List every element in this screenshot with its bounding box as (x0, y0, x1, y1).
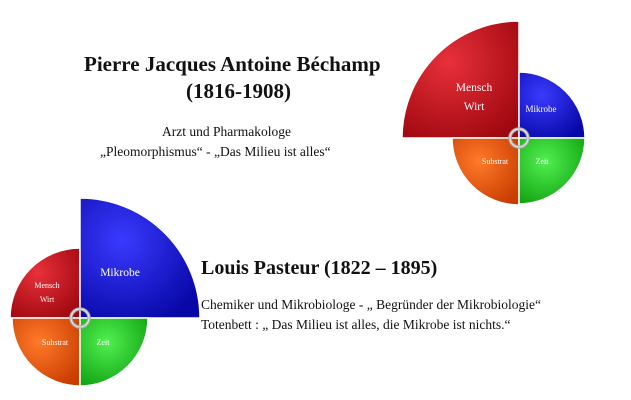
bechamp-name: Pierre Jacques Antoine Béchamp (84, 52, 381, 76)
label-zeit: Zeit (535, 157, 549, 166)
bechamp-role: Arzt und Pharmakologe (162, 124, 291, 139)
segment-zeit (80, 318, 148, 386)
pasteur-name: Louis Pasteur (1822 – 1895) (201, 257, 438, 279)
label-zeit: Zeit (96, 338, 110, 347)
segment-mensch (402, 21, 519, 138)
label-substrat: Substrat (481, 157, 509, 166)
label-wirt: Wirt (39, 295, 55, 304)
label-wirt: Wirt (463, 101, 485, 113)
diagram-top (402, 21, 585, 205)
diagram-bottom (10, 198, 200, 386)
pasteur-quote: Totenbett : „ Das Milieu ist alles, die Mikrobe ist nichts.“ (201, 317, 511, 332)
segment-substrat (452, 138, 519, 205)
segment-mikrobe (80, 198, 200, 318)
label-substrat: Substrat (41, 338, 69, 347)
label-mensch: Mensch (34, 281, 60, 290)
bechamp-years: (1816-1908) (186, 79, 291, 103)
label-mensch: Mensch (455, 82, 493, 94)
label-mikrobe: Mikrobe (525, 104, 557, 114)
label-mikrobe: Mikrobe (100, 267, 140, 279)
segment-zeit (519, 138, 585, 204)
bechamp-quote: „Pleomorphismus“ - „Das Milieu ist alles“ (100, 144, 331, 159)
segment-substrat (12, 318, 80, 386)
pasteur-description: Chemiker und Mikrobiologe - „ Begründer der Mikrobiologie“ (201, 297, 542, 312)
